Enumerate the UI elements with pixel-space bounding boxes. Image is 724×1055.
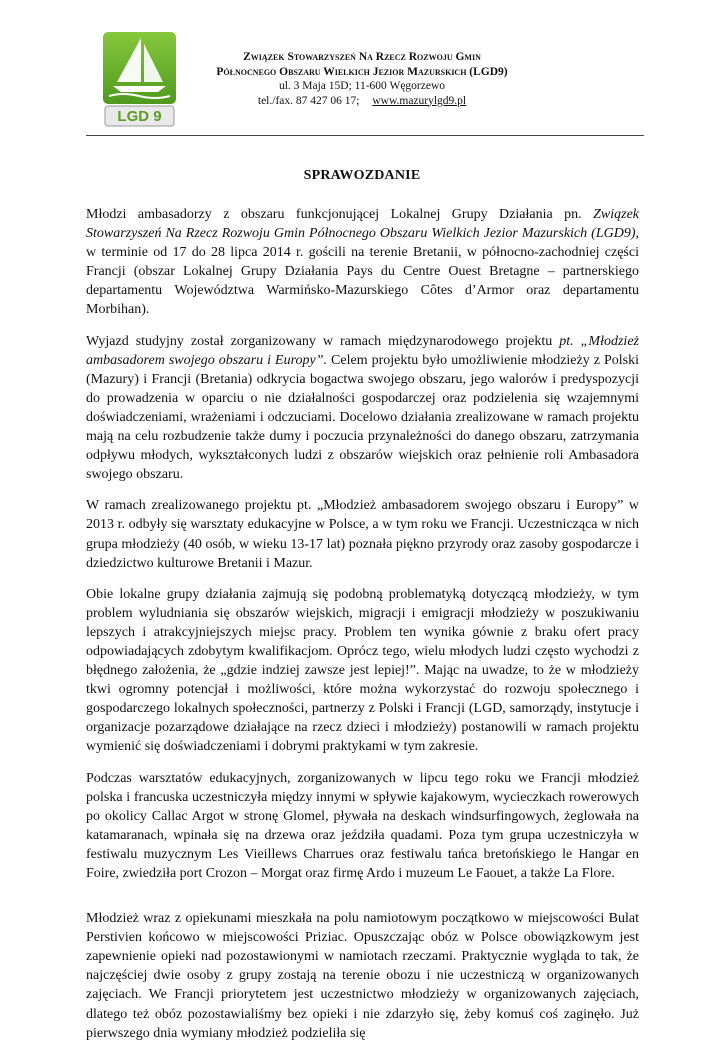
paragraph-2: Wyjazd studyjny został zorganizowany w ramach międzynarodowego projektu pt. „Młodzież ambasadorem swojego obszaru i Europy”. Celem projektu było umożliwienie młodzieży z Polski (Mazury) i Francji (Bretania) odkrycia bogactwa swojego obszaru, jego walorów i predyspozycji do prowadzenia w oparciu o nie działalności gospodarczej oraz podzielenia się wzajemnymi doświadczeniami, wrażeniami i odczuciami. Docelowo działania zrealizowane w ramach projektu mają na celu rozbudzenie także dumy i poczucia przynależności do danego obszaru, zatrzymania odpływu młodych, wykształconych ludzi z obszarów wiejskich oraz pełnienie roli Ambasadora swojego obszaru. — [86, 333, 640, 483]
paragraph-3: W ramach zrealizowanego projektu pt. „Młodzież ambasadorem swojego obszaru i Europy” w 2013 r. odbyły się warsztaty edukacyjne w Polsce, a w tym roku we Francji. Uczestnicząca w nich grupa młodzieży (40 osób, w wieku 13-17 lat) poznała piękno przyrody oraz zasoby gospodarcze i dziedzictwo kulturowe Bretanii i Mazur. — [86, 498, 639, 571]
org-address: ul. 3 Maja 15D; 11-600 Węgorzewo — [278, 80, 446, 92]
org-name-line1: Związek Stowarzyszeń Na Rzecz Rozwoju Gmin — [243, 51, 481, 63]
org-name-line2: Północnego Obszaru Wielkich Jezior Mazurskich (LGD9) — [216, 65, 508, 78]
document-body — [86, 205, 639, 1055]
paragraph-1: Młodzi ambasadorzy z obszaru funkcjonującej Lokalnej Grupy Działania pn. Związek Stowarzyszeń Na Rzecz Rozwoju Gmin Północnego Obszaru Wielkich Jezior Mazurskich (LGD9), w terminie od 17 do 28 lipca 2014 r. gościli na terenie Bretanii, w północno-zachodniej części Francji (obszar Lokalnej Grupy Działania Pays du Centre Ouest Bretagne – partnerskiego departamentu Województwa Warmińsko-Mazurskiego Côtes d’Armor oraz departamentu Morbihan). — [86, 207, 639, 318]
lgd9-logo — [103, 32, 176, 127]
sailboat-logo-icon — [103, 32, 176, 127]
contact-line — [180, 94, 544, 109]
document-title: SPRAWOZDANIE — [303, 168, 421, 183]
website-link[interactable]: www.mazurylgd9.pl — [372, 94, 467, 107]
letterhead — [180, 50, 544, 108]
paragraph-5: Podczas warsztatów edukacyjnych, zorganizowanych w lipcu tego roku we Francji młodzież polska i francuska uczestniczyła między innymi w spływie kajakowym, wycieczkach rowerowych po okolicy Callac Argot w stronę Glomel, pływała na deskach windsurfingowych, żeglowała na katamaranach, wpinała się na drzewa oraz jeździła quadami. Poza tym grupa uczestniczyła w festiwalu muzycznym Les Vieillews Charrues oraz festiwalu tańca bretońskiego le Hangar en Foire, zwiedziła port Crozon – Morgat oraz firmę Ardo i muzeum Le Faouet, a także La Flore. — [86, 770, 639, 881]
paragraph-4: Obie lokalne grupy działania zajmują się podobną problematyką dotyczącą młodzieży, w tym problem wyludniania się obszarów wiejskich, migracji i emigracji młodzieży w poszukiwaniu lepszych i atrakcyjniejszych miejsc pracy. Problem ten wynika gównie z braku ofert pracy odpowiadających zdobytym kwalifikacjom. Oprócz tego, wielu młodych ludzi często wychodzi z błędnego założenia, że „gdzie indziej zawsze jest lepiej!”. Mając na uwadze, to że w młodzieży tkwi ogromny potencjał i możliwości, które można wykorzystać do rozwoju społecznego i gospodarczego lokalnych społeczności, partnerzy z Polski i Francji (LGD, samorządy, instytucje i organizacje pozarządowe działające na rzecz dzieci i młodzieży) postanowili w ramach projektu wymienić się doświadczeniami i dobrymi praktykami w tym zakresie. — [86, 586, 639, 755]
header-divider — [86, 135, 644, 136]
org-phone: tel./fax. 87 427 06 17; — [257, 94, 360, 107]
logo-text: LGD 9 — [117, 108, 162, 125]
paragraph-6: Młodzież wraz z opiekunami mieszkała na polu namiotowym początkowo w miejscowości Bulat Perstivien końcowo w miejscowości Priziac. Opuszczając obóz w Polsce obowiązkowym jest zapewnienie opieki nad pozostawionymi w namiotach rzeczami. Praktycznie wygląda to tak, że najczęściej dwie osoby z grupy zostają na terenie obozu i nie uczestniczą w organizowanych zajęciach. We Francji priorytetem jest uczestnictwo młodzieży w organizowanych zajęciach, dlatego też obóz pozostawialiśmy bez opieki i nie zdarzyło się, żeby komuś coś zaginęło. Już pierwszego dnia wymiany młodzież podzieliła się — [86, 911, 639, 1041]
